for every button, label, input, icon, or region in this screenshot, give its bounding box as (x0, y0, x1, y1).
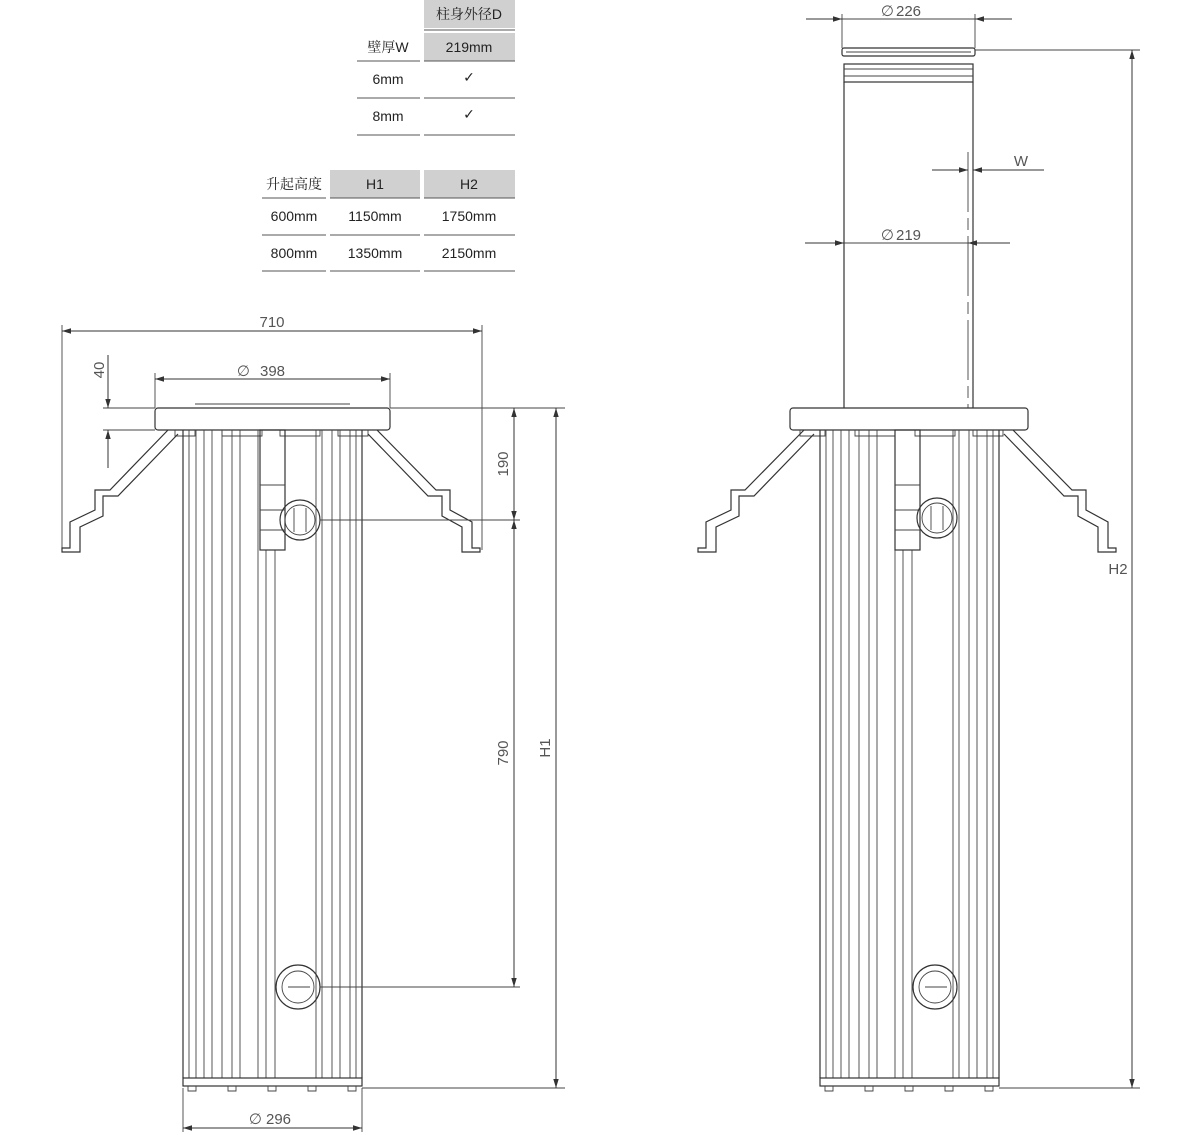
diameter-icon: ∅ (248, 1111, 262, 1128)
diameter-icon: ∅ (880, 3, 894, 20)
header-h2: H2 (460, 176, 478, 192)
dim-398-label: 398 (260, 363, 286, 380)
header-rise-height: 升起高度 (266, 176, 322, 192)
right-view-drawing (698, 3, 1140, 1091)
check-mark: ✓ (463, 69, 475, 85)
dim-h1-label: H1 (537, 738, 554, 758)
check-mark: ✓ (463, 106, 475, 122)
wall-row-label: 6mm (372, 71, 404, 87)
dim-219-label: 219 (896, 227, 922, 244)
header-h1: H1 (366, 176, 384, 192)
dim-296-label: 296 (266, 1111, 292, 1128)
dim-190-label: 190 (495, 451, 512, 477)
table-cell: 1750mm (441, 208, 497, 224)
dim-710-label: 710 (259, 314, 285, 331)
dim-40-label: 40 (91, 361, 108, 379)
column-header-diameter: 柱身外径D (435, 6, 503, 22)
dim-790-label: 790 (495, 740, 512, 766)
dim-h2-label: H2 (1108, 561, 1128, 578)
table-cell: 1350mm (347, 245, 403, 261)
wall-thickness-table (357, 0, 515, 135)
left-view-drawing (62, 314, 565, 1132)
dim-226-label: 226 (896, 3, 922, 20)
table-cell: 2150mm (441, 245, 497, 261)
dim-w-label: W (1013, 153, 1029, 170)
column-value-219mm: 219mm (445, 39, 493, 55)
wall-row-label: 8mm (372, 108, 404, 124)
row-header-wall: 壁厚W (367, 39, 409, 55)
diameter-icon: ∅ (880, 227, 894, 244)
table-cell: 600mm (270, 208, 318, 224)
table-cell: 800mm (270, 245, 318, 261)
height-table (262, 170, 515, 271)
diameter-icon: ∅ (236, 363, 250, 380)
table-cell: 1150mm (348, 208, 402, 224)
